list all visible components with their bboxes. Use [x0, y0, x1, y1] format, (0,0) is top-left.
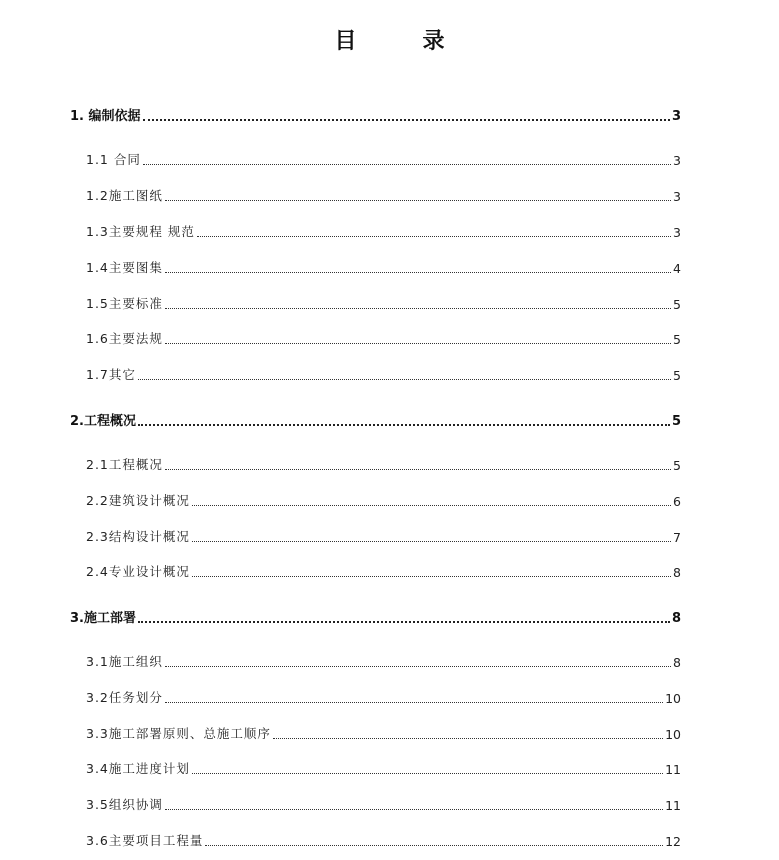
dot-leader: [165, 307, 671, 309]
toc-entry-2-4[interactable]: [86, 562, 681, 580]
toc-entry-2-2[interactable]: [86, 491, 681, 509]
toc-entry-label: 2.3结构设计概况: [86, 529, 190, 544]
toc-entry-label: 2.工程概况: [70, 414, 136, 429]
dot-leader: [138, 620, 670, 623]
toc-entry-page: 10: [665, 727, 681, 742]
dot-leader: [273, 737, 663, 739]
toc-entry-label: 2.2建筑设计概况: [86, 493, 190, 508]
toc-entry-label: 1.6主要法规: [86, 331, 163, 346]
dot-leader: [138, 423, 670, 426]
toc-entry-label: 1. 编制依据: [70, 109, 141, 124]
toc-entry-1-6[interactable]: [86, 329, 681, 347]
toc-entry-label: 3.5组织协调: [86, 797, 163, 812]
toc-entry-2[interactable]: [70, 410, 681, 429]
dot-leader: [165, 342, 671, 344]
dot-leader: [165, 199, 671, 201]
toc-entry-3-5[interactable]: [86, 795, 681, 813]
dot-leader: [165, 665, 671, 667]
toc-entry-1-1[interactable]: [86, 150, 681, 168]
toc-entry-label: 3.6主要项目工程量: [86, 833, 204, 848]
toc-entry-page: 4: [673, 261, 681, 276]
toc-entry-3-6[interactable]: [86, 831, 681, 849]
toc-entry-page: 8: [673, 655, 681, 670]
toc-entry-page: 8: [673, 565, 681, 580]
toc-entry-label: 3.4施工进度计划: [86, 761, 190, 776]
toc-entry-page: 7: [673, 530, 681, 545]
toc-entry-3-2[interactable]: [86, 688, 681, 706]
dot-leader: [165, 808, 663, 810]
toc-entry-page: 11: [665, 798, 681, 813]
toc-entry-page: 3: [673, 189, 681, 204]
toc-entry-1-4[interactable]: [86, 258, 681, 276]
toc-entry-3-4[interactable]: [86, 759, 681, 777]
toc-entry-3[interactable]: [70, 607, 681, 626]
dot-leader: [192, 575, 671, 577]
toc-entry-page: 3: [673, 225, 681, 240]
toc-entry-page: 11: [665, 762, 681, 777]
dot-leader: [143, 163, 671, 165]
dot-leader: [165, 271, 671, 273]
toc-entry-3-3[interactable]: [86, 724, 681, 742]
toc-entry-page: 5: [673, 458, 681, 473]
toc-entry-label: 1.1 合同: [86, 152, 141, 167]
toc-entry-page: 3: [673, 153, 681, 168]
toc-entry-page: 5: [671, 414, 681, 429]
toc-entry-2-3[interactable]: [86, 527, 681, 545]
dot-leader: [165, 701, 663, 703]
dot-leader: [192, 772, 663, 774]
toc-entry-page: 10: [665, 691, 681, 706]
toc-entry-label: 1.7其它: [86, 367, 136, 382]
dot-leader: [143, 118, 670, 121]
dot-leader: [192, 504, 671, 506]
toc-entry-label: 2.4专业设计概况: [86, 564, 190, 579]
toc-entry-1-5[interactable]: [86, 294, 681, 312]
toc-entry-label: 1.5主要标准: [86, 296, 163, 311]
dot-leader: [205, 844, 663, 846]
toc-entry-label: 3.3施工部署原则、总施工顺序: [86, 726, 271, 741]
toc-entry-label: 1.3主要规程 规范: [86, 224, 195, 239]
toc-entry-label: 2.1工程概况: [86, 457, 163, 472]
toc-entry-page: 6: [673, 494, 681, 509]
toc-entry-3-1[interactable]: [86, 652, 681, 670]
toc-entry-1[interactable]: [70, 105, 681, 124]
toc-entry-1-2[interactable]: [86, 186, 681, 204]
toc-entry-page: 12: [665, 834, 681, 849]
toc-entry-page: 8: [671, 611, 681, 626]
toc-entry-page: 3: [671, 109, 681, 124]
toc-entry-label: 3.1施工组织: [86, 654, 163, 669]
toc-entry-1-7[interactable]: [86, 365, 681, 383]
dot-leader: [197, 235, 671, 237]
toc-entry-label: 1.4主要图集: [86, 260, 163, 275]
toc-entry-label: 3.施工部署: [70, 611, 136, 626]
toc-entry-page: 5: [673, 297, 681, 312]
dot-leader: [138, 378, 671, 380]
dot-leader: [165, 468, 671, 470]
toc-entry-label: 1.2施工图纸: [86, 188, 163, 203]
toc-entry-page: 5: [673, 368, 681, 383]
toc-entry-2-1[interactable]: [86, 455, 681, 473]
toc-entry-page: 5: [673, 332, 681, 347]
toc-entry-1-3[interactable]: [86, 222, 681, 240]
dot-leader: [192, 540, 671, 542]
toc-entry-label: 3.2任务划分: [86, 690, 163, 705]
toc-title: 目 录: [334, 28, 467, 54]
